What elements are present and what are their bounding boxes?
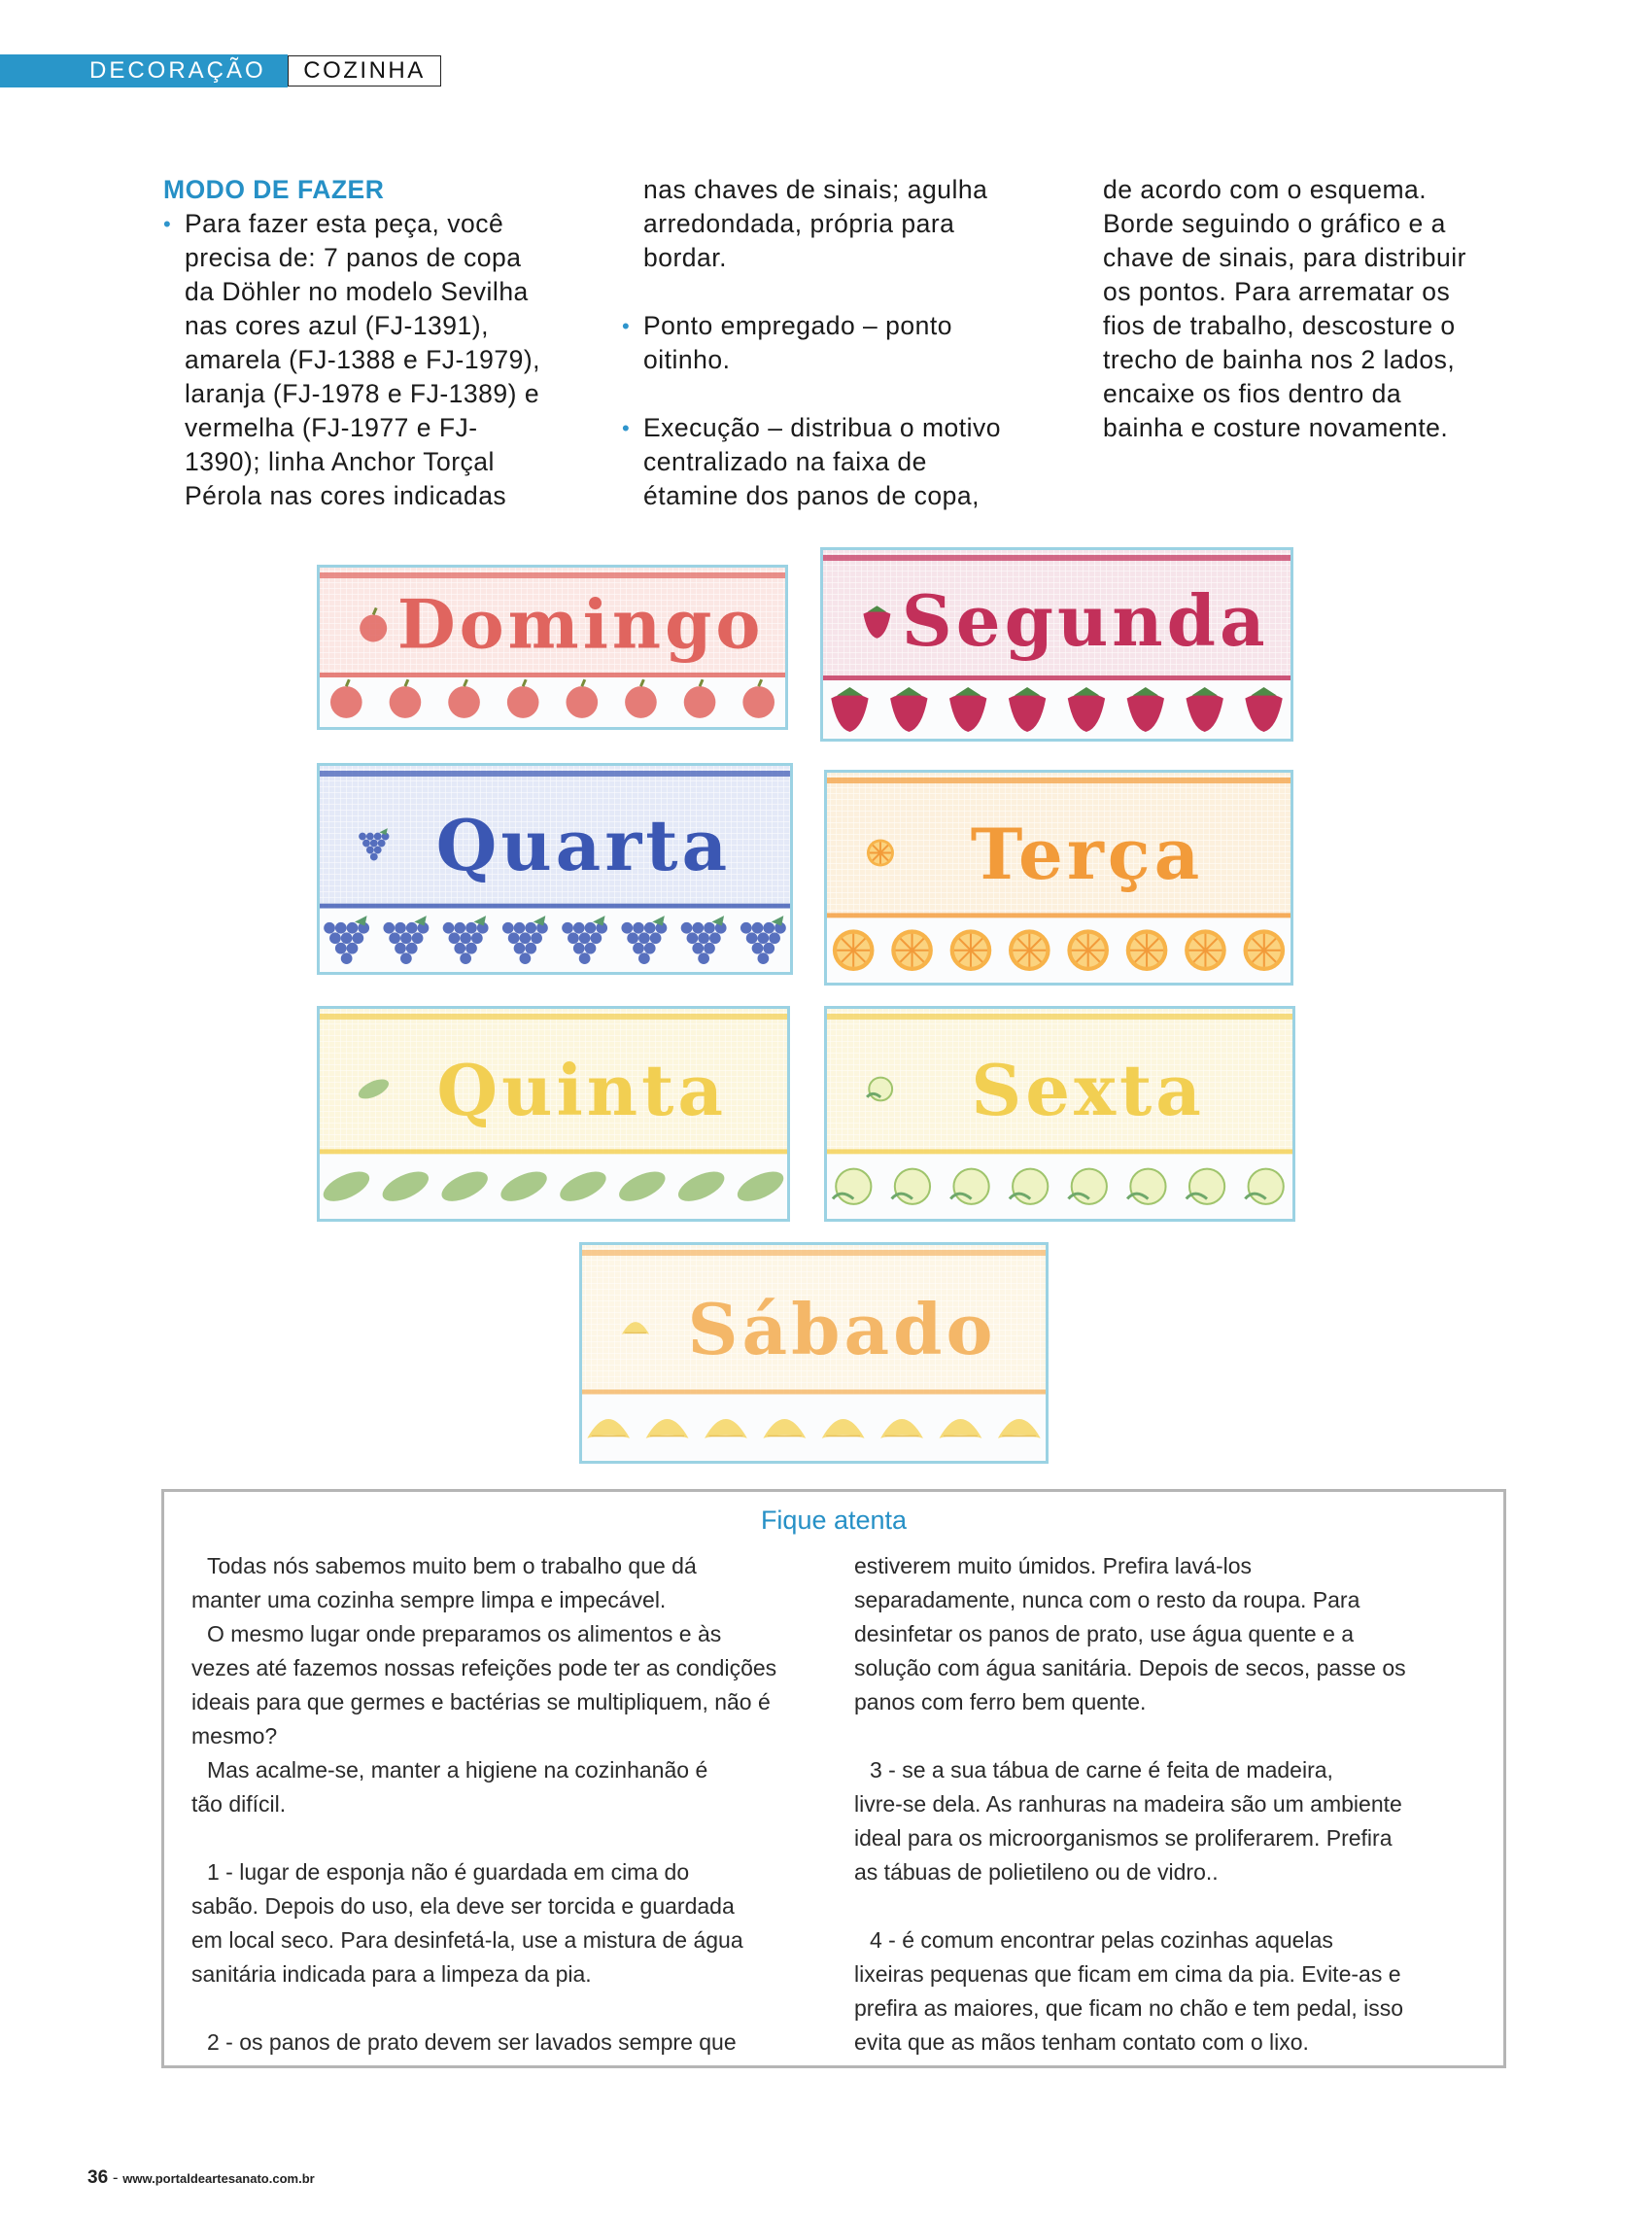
tip-line: panos com ferro bem quente. bbox=[854, 1689, 1147, 1714]
towel-word: Segunda bbox=[901, 578, 1269, 662]
instruction-line: centralizado na faixa de bbox=[643, 447, 927, 476]
towel-sexta bbox=[824, 1006, 1295, 1222]
instruction-line: • Ponto empregado – ponto bbox=[622, 309, 1059, 343]
tip-line: desinfetar os panos de prato, use água quente e a bbox=[854, 1621, 1355, 1646]
towel-image bbox=[317, 1006, 790, 1222]
tip-line: estiverem muito úmidos. Prefira lavá-los bbox=[854, 1553, 1253, 1578]
tip-line bbox=[191, 1821, 833, 1855]
tip-line: 3 - se a sua tábua de carne é feita de madeira, bbox=[870, 1757, 1333, 1783]
instruction-line: étamine dos panos de copa, bbox=[643, 481, 980, 510]
orange-icon bbox=[867, 839, 894, 866]
bullet-icon: • bbox=[622, 314, 631, 338]
tip-line: as tábuas de polietileno ou de vidro.. bbox=[854, 1859, 1219, 1885]
tip-line: Todas nós sabemos muito bem o trabalho que dá bbox=[207, 1553, 697, 1578]
towel-word: Sábado bbox=[687, 1287, 997, 1370]
instructions-title: MODO DE FAZER bbox=[163, 175, 385, 204]
instruction-line: nas cores azul (FJ-1391), bbox=[185, 311, 489, 340]
tip-line: vezes até fazemos nossas refeições pode ter as condições bbox=[191, 1655, 777, 1680]
tip-box bbox=[161, 1489, 1506, 2068]
towel-word: Domingo bbox=[396, 585, 765, 665]
tip-line bbox=[854, 1719, 1486, 1753]
instruction-line: bordar. bbox=[643, 243, 728, 272]
towel-word: Quarta bbox=[435, 803, 732, 886]
tip-line: manter uma cozinha sempre limpa e impecável. bbox=[191, 1587, 667, 1612]
instruction-line: encaixe os fios dentro da bbox=[1103, 379, 1402, 408]
tip-line bbox=[191, 1991, 833, 2026]
instructions-column-1 bbox=[163, 173, 591, 513]
instruction-line: oitinho. bbox=[643, 345, 731, 374]
towel-image bbox=[317, 565, 788, 730]
tip-line: sabão. Depois do uso, ela deve ser torcida e guardada bbox=[191, 1893, 735, 1919]
instruction-line: precisa de: 7 panos de copa bbox=[185, 243, 522, 272]
instructions-column-3 bbox=[1103, 173, 1531, 445]
tip-line: mesmo? bbox=[191, 1723, 278, 1749]
tip-line: Mas acalme-se, manter a higiene na cozinhanão é bbox=[207, 1757, 708, 1783]
tip-line: tão difícil. bbox=[191, 1791, 287, 1817]
towel-terca bbox=[824, 770, 1293, 986]
towel-domingo bbox=[317, 565, 788, 730]
footer-url[interactable]: www.portaldeartesanato.com.br bbox=[122, 2171, 315, 2186]
tip-line: em local seco. Para desinfetá-la, use a mistura de água bbox=[191, 1927, 743, 1953]
tip-line: solução com água sanitária. Depois de secos, passe os bbox=[854, 1655, 1406, 1680]
towel-image bbox=[824, 1006, 1295, 1222]
instruction-line: Borde seguindo o gráfico e a bbox=[1103, 209, 1446, 238]
instruction-line: fios de trabalho, descosture o bbox=[1103, 311, 1456, 340]
tip-title: Fique atenta bbox=[760, 1506, 908, 1535]
instruction-line: de acordo com o esquema. bbox=[1103, 175, 1428, 204]
instruction-line: amarela (FJ-1388 e FJ-1979), bbox=[185, 345, 541, 374]
page-footer bbox=[87, 2167, 315, 2189]
bullet-icon: • bbox=[163, 212, 172, 236]
tip-line: ideal para os microorganismos se proliferarem. Prefira bbox=[854, 1825, 1393, 1851]
towel-segunda bbox=[820, 547, 1293, 742]
instruction-line: • Execução – distribua o motivo bbox=[622, 411, 1059, 445]
tip-line: 1 - lugar de esponja não é guardada em cima do bbox=[207, 1859, 690, 1885]
instruction-line: bainha e costure novamente. bbox=[1103, 413, 1449, 442]
instruction-line: vermelha (FJ-1977 e FJ- bbox=[185, 413, 478, 442]
instruction-line: Pérola nas cores indicadas bbox=[185, 481, 507, 510]
tip-line: livre-se dela. As ranhuras na madeira são um ambiente bbox=[854, 1791, 1402, 1817]
towel-word: Terça bbox=[970, 812, 1204, 895]
section-label: DECORAÇÃO bbox=[89, 57, 266, 84]
towel-image bbox=[317, 763, 793, 975]
bullet-icon: • bbox=[622, 416, 631, 440]
instruction-line: chave de sinais, para distribuir bbox=[1103, 243, 1466, 272]
towel-image bbox=[824, 770, 1293, 986]
instruction-line: 1390); linha Anchor Torçal bbox=[185, 447, 495, 476]
towel-image bbox=[820, 547, 1293, 742]
towel-quinta bbox=[317, 1006, 790, 1222]
instructions-column-2 bbox=[622, 173, 1059, 513]
topic-label: COZINHA bbox=[288, 55, 441, 87]
towel-sabado bbox=[579, 1242, 1049, 1464]
tip-line: 4 - é comum encontrar pelas cozinhas aquelas bbox=[870, 1927, 1333, 1953]
tip-line: 2 - os panos de prato devem ser lavados sempre que bbox=[207, 2029, 737, 2055]
tip-line: evita que as mãos tenham contato com o lixo. bbox=[854, 2029, 1309, 2055]
towel-quarta bbox=[317, 763, 793, 975]
instruction-line: nas chaves de sinais; agulha bbox=[643, 175, 988, 204]
instruction-line: os pontos. Para arrematar os bbox=[1103, 277, 1451, 306]
tip-line: separadamente, nunca com o resto da roupa. Para bbox=[854, 1587, 1360, 1612]
tip-column-1 bbox=[191, 1549, 833, 2060]
tip-line bbox=[854, 1889, 1486, 1923]
towel-word: Quinta bbox=[436, 1048, 728, 1131]
towel-image bbox=[579, 1242, 1049, 1464]
tip-line: ideais para que germes e bactérias se multipliquem, não é bbox=[191, 1689, 771, 1714]
tip-line: prefira as maiores, que ficam no chão e tem pedal, isso bbox=[854, 1995, 1404, 2021]
tip-line: sanitária indicada para a limpeza da pia. bbox=[191, 1961, 592, 1987]
instruction-line: da Döhler no modelo Sevilha bbox=[185, 277, 529, 306]
page-number: 36 bbox=[87, 2167, 109, 2188]
instruction-line: trecho de bainha nos 2 lados, bbox=[1103, 345, 1456, 374]
instruction-line: arredondada, própria para bbox=[643, 209, 955, 238]
footer-separator: - bbox=[108, 2168, 123, 2187]
tip-line: lixeiras pequenas que ficam em cima da pia. Evite-as e bbox=[854, 1961, 1401, 1987]
tip-line: O mesmo lugar onde preparamos os alimentos e às bbox=[207, 1621, 722, 1646]
tip-column-2 bbox=[854, 1549, 1486, 2060]
instruction-line: laranja (FJ-1978 e FJ-1389) e bbox=[185, 379, 540, 408]
towel-word: Sexta bbox=[971, 1048, 1205, 1131]
instruction-line: • Para fazer esta peça, você bbox=[163, 207, 591, 241]
